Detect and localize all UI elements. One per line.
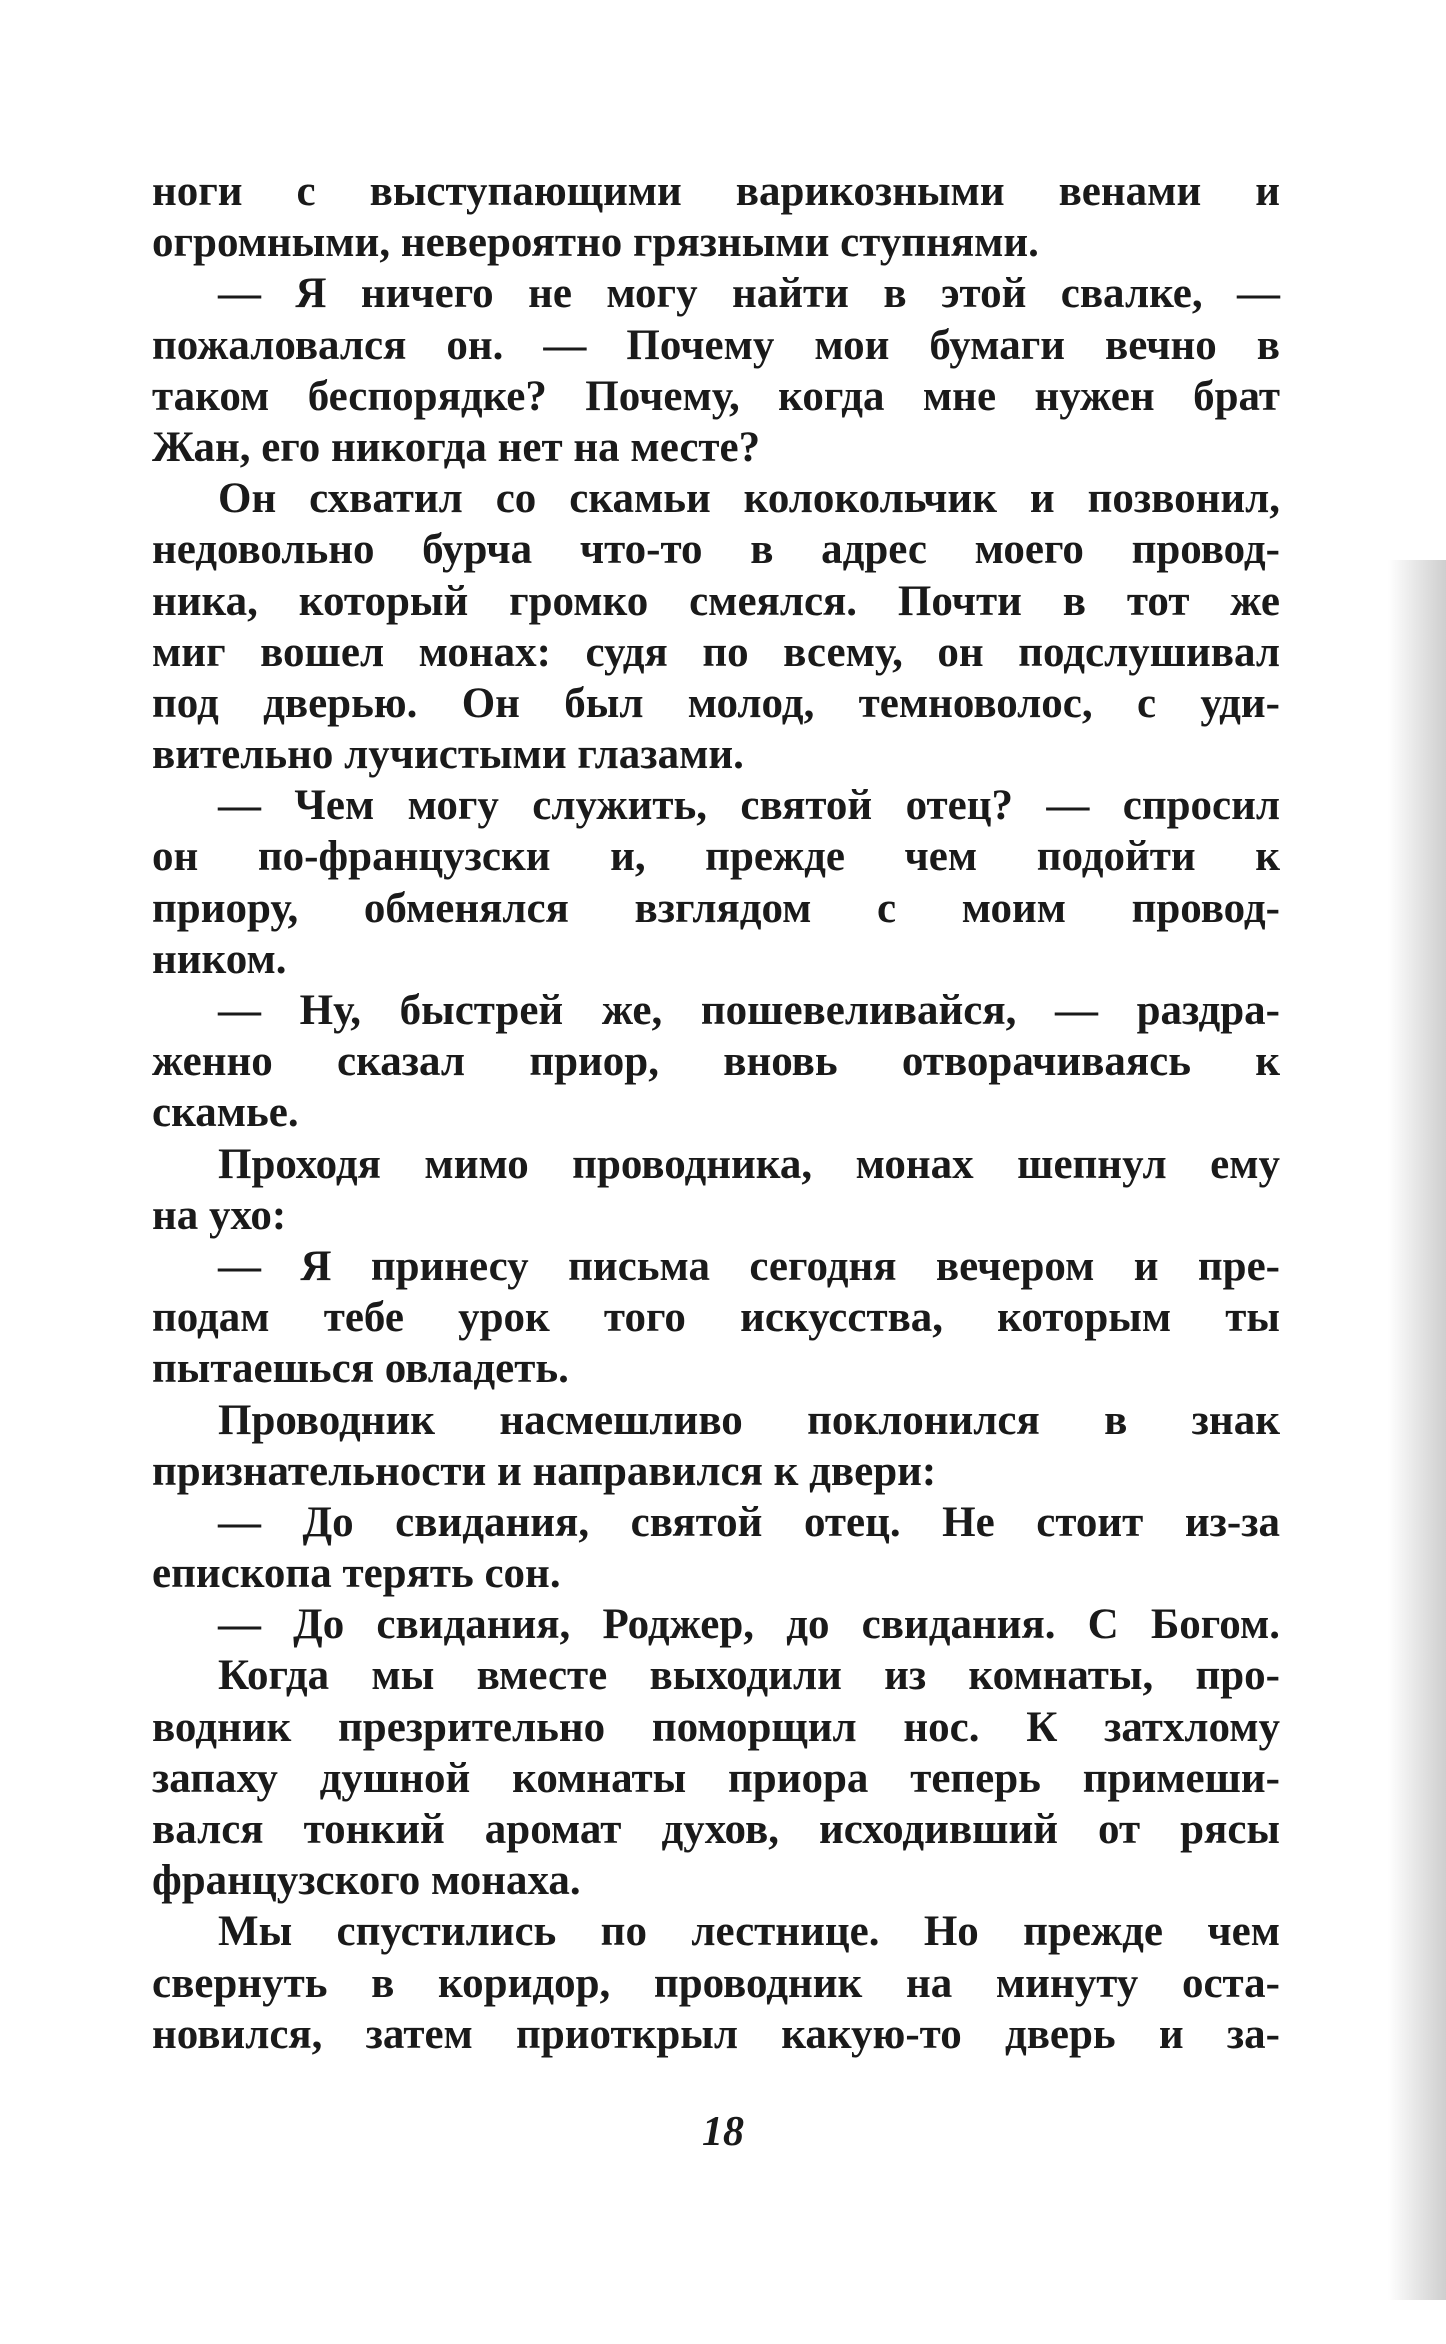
text-line: Проходя мимо проводника, монах шепнул ему: [218, 1140, 1280, 1188]
text-line: ником.: [152, 935, 287, 983]
text-line: приору, обменялся взглядом с моим провод-: [152, 884, 1280, 932]
text-line: подам тебе урок того искусства, которым ты: [152, 1294, 1280, 1342]
text-line: вался тонкий аромат духов, исходивший от рясы: [152, 1806, 1280, 1853]
text-line: свернуть в коридор, проводник на минуту оста-: [152, 1959, 1280, 2007]
text-line: таком беспорядке? Почему, когда мне нужен брат: [152, 372, 1280, 420]
body-text: [152, 166, 1280, 2060]
text-line: — Я ничего не могу найти в этой свалке, —: [218, 270, 1280, 318]
text-line: — Я принесу письма сегодня вечером и пре-: [218, 1242, 1280, 1290]
text-line: Он схватил со скамьи колокольчик и позвонил,: [218, 475, 1280, 523]
text-line: скамье.: [152, 1089, 299, 1137]
text-line: ника, который громко смеялся. Почти в тот же: [152, 577, 1280, 625]
text-line: вительно лучистыми глазами.: [152, 731, 744, 779]
text-line: — Ну, быстрей же, пошевеливайся, — раздра-: [218, 987, 1280, 1034]
text-line: под дверью. Он был молод, темноволос, с уди-: [152, 679, 1280, 727]
text-line: французского монаха.: [152, 1857, 581, 1905]
text-line: пытаешься овладеть.: [152, 1345, 569, 1393]
text-line: — Чем могу служить, святой отец? — спросил: [218, 782, 1280, 830]
text-line: он по-французски и, прежде чем подойти к: [152, 833, 1280, 881]
text-line: миг вошел монах: судя по всему, он подслушивал: [152, 628, 1280, 676]
text-line: — До свидания, Роджер, до свидания. С Богом.: [218, 1601, 1280, 1649]
text-line: запаху душной комнаты приора теперь примеши-: [152, 1754, 1280, 1802]
text-line: новился, затем приоткрыл какую-то дверь и за-: [152, 2010, 1280, 2058]
text-line: огромными, невероятно грязными ступнями.: [152, 219, 1039, 267]
text-line: женно сказал приор, вновь отворачиваясь к: [152, 1038, 1280, 1086]
text-line: на ухо:: [152, 1191, 287, 1239]
text-line: Проводник насмешливо поклонился в знак: [218, 1396, 1280, 1444]
text-line: Жан, его никогда нет на месте?: [152, 423, 761, 471]
text-line: недовольно бурча что-то в адрес моего провод-: [152, 526, 1280, 574]
text-line: Мы спустились по лестнице. Но прежде чем: [218, 1908, 1280, 1956]
page-number: 18: [702, 2109, 744, 2155]
text-line: признательности и направился к двери:: [152, 1447, 937, 1495]
text-line: водник презрительно поморщил нос. К затхлому: [152, 1703, 1280, 1751]
text-line: Когда мы вместе выходили из комнаты, про-: [218, 1652, 1280, 1700]
text-line: пожаловался он. — Почему мои бумаги вечно в: [152, 321, 1280, 369]
text-line: — До свидания, святой отец. Не стоит из-за: [218, 1498, 1280, 1546]
text-line: епископа терять сон.: [152, 1550, 561, 1598]
page-edge-shadow: [1388, 560, 1446, 2300]
text-line: ноги с выступающими варикозными венами и: [152, 168, 1280, 215]
